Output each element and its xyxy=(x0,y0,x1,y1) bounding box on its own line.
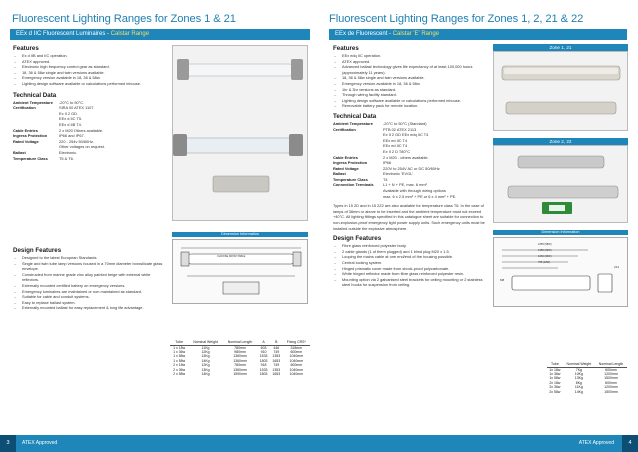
table-header: Nominal Length xyxy=(595,362,627,367)
list-item: – Single and twin tube lamp versions housed in a 70mm diameter borosilicate glass envelope. xyxy=(13,261,163,272)
left-specification-table xyxy=(170,340,310,376)
list-item: – Suitable for cable and conduit systems. xyxy=(13,294,163,300)
list-item: – Externally mounted certified battery on emergency versions. xyxy=(13,283,163,289)
list-item: – 18, 36 & 58w single and twin versions available. xyxy=(13,70,163,76)
list-item: – Removable battery pack for remote location. xyxy=(333,103,488,109)
cell: 1500mm xyxy=(604,389,618,394)
features-heading: Features xyxy=(333,45,359,52)
tech-key: Certification xyxy=(13,105,36,111)
glass-tube-lower xyxy=(179,138,297,153)
cell: 1x 18w xyxy=(549,367,561,372)
features-heading: Features xyxy=(13,45,39,52)
cell: 1040mm xyxy=(289,358,304,363)
cell: 2 x 18w xyxy=(173,363,186,368)
dim-label-214: 214 xyxy=(614,265,620,269)
zone-2-label: Zone 2, 22 xyxy=(493,138,628,145)
cell: 446 xyxy=(273,345,280,350)
list-item: – Externally mounted ballast for easy replacement & long life advantage. xyxy=(13,305,163,311)
cell: 1360mm xyxy=(233,367,247,372)
tech-value: Electronic. xyxy=(59,149,78,155)
right-page-title: Fluorescent Lighting Ranges for Zones 1, 2, 21 & 22 xyxy=(329,13,584,25)
design-features-list xyxy=(13,255,163,311)
table-header: Tube xyxy=(547,362,563,367)
cell: 2 x 58w xyxy=(173,372,186,377)
tech-value: Ex II 2 GD EEx edq IIC T4 xyxy=(383,132,429,138)
dim-label: 1060 (36W) xyxy=(538,255,552,258)
right-range-banner xyxy=(329,29,627,40)
design-features-heading: Design Features xyxy=(13,247,62,254)
cell: 2 x 36w xyxy=(173,367,186,372)
cell: 7Kg xyxy=(575,367,582,372)
table-header: A xyxy=(257,340,270,345)
left-text-column xyxy=(13,45,163,161)
table-header: Nominal Weight xyxy=(563,362,595,367)
list-item: – 18, 36 & 58w single and twin versions available. xyxy=(333,75,488,81)
cell: 600mm xyxy=(290,350,303,354)
tech-value: 220V to 254V AC or DC 50/60Hz xyxy=(383,165,440,171)
cell: 1353 xyxy=(272,354,281,359)
cell: 600mm xyxy=(605,380,617,385)
list-item: – Emergency version available in 18, 36 & 58w. xyxy=(13,75,163,81)
cell: 980mm xyxy=(234,350,246,354)
dimension-labels xyxy=(538,242,552,266)
cell: 1200mm xyxy=(604,372,618,376)
list-item: – Lighting design software available or calculations performed inhouse. xyxy=(333,98,488,104)
right-footer xyxy=(319,435,638,452)
table-header: Nominal Weight xyxy=(188,340,223,345)
tech-value: EEx d IIC T5. xyxy=(59,116,83,122)
cell: 1040mm xyxy=(289,354,304,359)
dimension-information-label: Dimension Information xyxy=(493,230,628,235)
list-item: – Looping the mains cable at one end/end of the housing possible. xyxy=(333,254,488,260)
zone-2-luminaire-photo xyxy=(493,145,628,223)
dimension-drawing-svg xyxy=(494,238,629,308)
drawing-choose-label: CHOOSE FROM TABLE xyxy=(217,255,246,258)
cell: 1590mm xyxy=(233,372,247,377)
zone-2-luminaire-illustration xyxy=(494,146,629,224)
banner-range-name: Calstar Range xyxy=(110,31,150,37)
cell: 8Kg xyxy=(575,380,582,385)
luminaire-photo xyxy=(172,45,308,221)
tech-value: max. 6 x 2.5 mm² + PE or 6 x 4 mm² + PE. xyxy=(383,193,457,199)
cell: 1 x 58w xyxy=(173,354,186,359)
cell: 12Kg xyxy=(201,363,210,368)
technical-data-list xyxy=(13,100,163,162)
cell: 1803 xyxy=(259,372,268,377)
cell: 1533 xyxy=(259,367,268,372)
tech-key: Ingress Protection xyxy=(333,160,368,166)
table-row xyxy=(170,372,310,376)
list-item: – Designed to the latest European Standards. xyxy=(13,255,163,261)
cell: 1533 xyxy=(259,354,268,359)
cell: 14Kg xyxy=(574,389,583,394)
zone-1-label: Zone 1, 21 xyxy=(493,44,628,51)
cell: 2x 18w xyxy=(549,380,561,385)
cell: 1040mm xyxy=(289,372,304,377)
list-item: – Emergency version available in 18, 36 & 58w. xyxy=(333,81,488,87)
tech-key: Cable Entries xyxy=(333,154,358,160)
tech-value: Ex II 2 D T80°C xyxy=(383,148,410,154)
tech-value: -20°C to 50°C. xyxy=(59,99,85,105)
list-item: – White hinged reflector made from fibre glass reinforced polyester resin. xyxy=(333,271,488,277)
cell: 1040mm xyxy=(289,367,304,372)
tech-value: L1 + N + PE, max. 6 mm² xyxy=(383,182,427,188)
tech-value: SIRA 00 ATEX 1107. xyxy=(59,105,95,111)
fitting-housing-second xyxy=(506,102,616,114)
cell: 11Kg xyxy=(201,345,210,350)
table-header: Nominal Length xyxy=(223,340,257,345)
footer-label: ATEX Approved xyxy=(578,440,614,446)
banner-range-name: Calstar 'E' Range xyxy=(392,31,440,37)
cell: 918 xyxy=(260,363,267,368)
list-item: – Constructed from marine grade zinc alloy painted beige with external white reflectors. xyxy=(13,272,163,283)
list-item: – Through wiring facility standard. xyxy=(333,92,488,98)
cell: 749 xyxy=(273,363,280,368)
dim-label-m8: M8 xyxy=(500,278,505,282)
tech-key: Temperature Class xyxy=(333,176,368,182)
list-item: – EEx edq IIC operation. xyxy=(333,53,488,59)
fitting-housing-second xyxy=(508,186,618,198)
list-item: – Electronic high frequency control gear as standard. xyxy=(13,64,163,70)
design-features-list xyxy=(333,243,488,288)
cell: 1x 58w xyxy=(549,376,561,381)
tech-value: EEx ed IIC T4 xyxy=(383,143,408,149)
cell: 1360mm xyxy=(233,358,247,363)
end-cap-right xyxy=(289,134,303,156)
tech-key: Ballast xyxy=(13,149,26,155)
list-item: – Emergency luminaires are maintained or non maintained as standard. xyxy=(13,289,163,295)
drawing-fitting-outline xyxy=(512,276,590,290)
tech-value: 220 - 254v 50/60Hz. xyxy=(59,138,95,144)
tech-value: IP66 xyxy=(383,160,392,166)
right-text-column xyxy=(333,45,488,288)
drawing-end-right xyxy=(293,252,301,266)
cell: 910 xyxy=(260,350,267,354)
dimension-drawing xyxy=(493,237,628,307)
list-item: – Ex d IIB and IIC operation. xyxy=(13,53,163,59)
table-row xyxy=(547,390,627,394)
list-item: – Hinged prismatic cover made from shock-proof polycarbonate. xyxy=(333,266,488,272)
list-item: – Advanced ballast technology gives life expectancy of at least 100,000 hours (approximately 11 years). xyxy=(333,64,488,75)
tech-key: Ambient Temperature xyxy=(13,99,53,105)
cell: 13Kg xyxy=(201,367,210,372)
tech-key: Connection Terminals xyxy=(333,182,374,188)
list-item: – Mounting option via 2 galvanised steel brackets for ceiling mounting or 2 stainless steel hooks for suspension from ceiling. xyxy=(333,277,488,288)
footer-label: ATEX Approved xyxy=(22,440,58,446)
tech-value: T5 & T6. xyxy=(59,155,74,161)
drawing-end-left xyxy=(181,252,189,266)
cell: 14Kg xyxy=(201,358,210,363)
technical-data-heading: Technical Data xyxy=(13,91,57,99)
cell: 1653 xyxy=(272,358,281,363)
list-item: – ATEX approved. xyxy=(13,59,163,65)
tech-key: Cable Entries xyxy=(13,127,38,133)
calstar-luminaire-illustration xyxy=(173,46,309,222)
cell: 2x 36w xyxy=(549,385,561,390)
cell: 1653 xyxy=(272,372,281,377)
temperature-note: Types in 15 2D and in 15 2Z2 are also available for temperature class T6. In the case of lamps of 36mm or above to be inserted and the ambient temperature must not exceed +40°C. All lighting fittings specified in this catalogue sheet are suitable for connection to non-explosion-proof emergency light power supply units. Such emergency units must be installed outside the explosive atmosphere. xyxy=(333,203,485,231)
dimension-drawing xyxy=(172,239,308,304)
cell: 318mm xyxy=(290,345,303,350)
page-number: 3 xyxy=(0,435,16,452)
tech-value: Available with through wiring options xyxy=(383,188,446,194)
table-header: B xyxy=(270,340,283,345)
tech-value: 2 x M20 - others available. xyxy=(383,154,429,160)
cell: 13Kg xyxy=(201,354,210,359)
banner-prefix: EEx d IIC Fluorescent Luminaires - xyxy=(16,31,111,37)
right-specification-table xyxy=(547,362,627,394)
left-page-title: Fluorescent Lighting Ranges for Zones 1 & 21 xyxy=(12,13,236,25)
tech-key: Ambient Temperature xyxy=(333,120,373,126)
left-footer xyxy=(0,435,319,452)
list-item: – Fibre glass reinforced polyester body. xyxy=(333,243,488,249)
cell: 1803 xyxy=(259,358,268,363)
cell: 780mm xyxy=(234,345,246,350)
right-page xyxy=(319,0,638,452)
list-item: – 2 cable glands (1 of them plugged) and 1 blind plug M20 x 1.5. xyxy=(333,249,488,255)
tech-key: Certification xyxy=(333,126,356,132)
tech-key xyxy=(333,194,381,200)
cell: 10Kg xyxy=(574,372,583,376)
cell: 1353 xyxy=(272,367,281,372)
left-range-banner xyxy=(10,29,310,40)
technical-data-heading: Technical Data xyxy=(333,112,377,120)
tech-value: 2 x M20 Others available. xyxy=(59,127,104,133)
upper-end-cap-right xyxy=(291,59,303,80)
tech-value: Electronic 'EVGL' xyxy=(383,171,414,177)
list-item: – Easy to replace ballast system. xyxy=(13,300,163,306)
design-features-heading: Design Features xyxy=(333,235,382,243)
cell: 1 x 58w xyxy=(173,358,186,363)
dimension-drawing-svg xyxy=(173,240,309,305)
end-cap-left xyxy=(173,134,187,156)
tech-value: EEx d IIB T4. xyxy=(59,121,82,127)
drawing-end-profile xyxy=(598,274,612,292)
dim-label: 755 (18W) xyxy=(538,261,551,264)
zone-1-luminaire-illustration xyxy=(494,52,629,132)
fitting-diffuser xyxy=(504,68,618,74)
tech-key: Rated Voltage xyxy=(13,138,39,144)
cell: 11Kg xyxy=(574,385,583,390)
tech-value: Other voltages on request. xyxy=(59,144,105,150)
tech-key: Rated Voltage xyxy=(333,165,359,171)
technical-data-list xyxy=(333,121,488,199)
zone-1-luminaire-photo xyxy=(493,51,628,131)
cell: 1 x 18w xyxy=(173,345,186,350)
glass-tube-upper xyxy=(183,64,295,76)
banner-prefix: EEx de Fluorescent - xyxy=(335,31,393,37)
list-item: – Central locking system. xyxy=(333,260,488,266)
tech-value: PTB 02 ATEX 2113 xyxy=(383,126,417,132)
tech-key: Ballast xyxy=(333,171,346,177)
tech-value: IP66 and IP67. xyxy=(59,133,85,139)
dimension-information-label: Dimension Information xyxy=(172,232,308,237)
ballast-box xyxy=(213,176,269,192)
tech-value: -20°C to 50°C (Standard) xyxy=(383,120,427,126)
cell: 600mm xyxy=(290,363,303,368)
tech-value: EEx ed IIC T4 xyxy=(383,137,408,143)
drawing-ballast xyxy=(223,282,259,294)
features-list xyxy=(13,53,163,87)
cell: 749 xyxy=(273,350,280,354)
cell: 2x 58w xyxy=(549,389,561,394)
table-header: Tube xyxy=(170,340,188,345)
cell: 1500mm xyxy=(604,376,618,381)
cell: 1360mm xyxy=(233,354,247,359)
list-item: – ATEX approved. xyxy=(333,59,488,65)
list-item: – 1hr & 3hr versions as standard. xyxy=(333,87,488,93)
tech-value: Ex II 2 GD. xyxy=(59,110,79,116)
left-design-column xyxy=(13,247,163,311)
features-list xyxy=(333,53,488,109)
cell: 1200mm xyxy=(604,385,618,390)
exit-sign-face xyxy=(549,205,565,211)
cell: 1x 36w xyxy=(549,372,561,376)
upper-end-cap-left xyxy=(177,59,189,80)
fitting-housing xyxy=(518,156,604,168)
page-number: 4 xyxy=(622,435,638,452)
cell: 1 x 36w xyxy=(173,350,186,354)
tech-key: Ingress Protection xyxy=(13,133,48,139)
cell: 13Kg xyxy=(574,376,583,381)
dim-label: 1355 (36W) xyxy=(538,249,552,252)
cell: 600mm xyxy=(605,367,617,372)
list-item: – Lighting design software available or calculations performed inhouse. xyxy=(13,81,163,87)
cell: 14Kg xyxy=(201,372,210,377)
tech-value: T4 xyxy=(383,176,388,182)
cell: 12Kg xyxy=(201,350,210,354)
cell: 603 xyxy=(260,345,267,350)
tech-key: Temperature Class xyxy=(13,155,48,161)
cell: 780mm xyxy=(234,363,246,368)
dim-label: 1655 (58W) xyxy=(538,243,552,246)
table-header: Fixing CRS* xyxy=(283,340,310,345)
